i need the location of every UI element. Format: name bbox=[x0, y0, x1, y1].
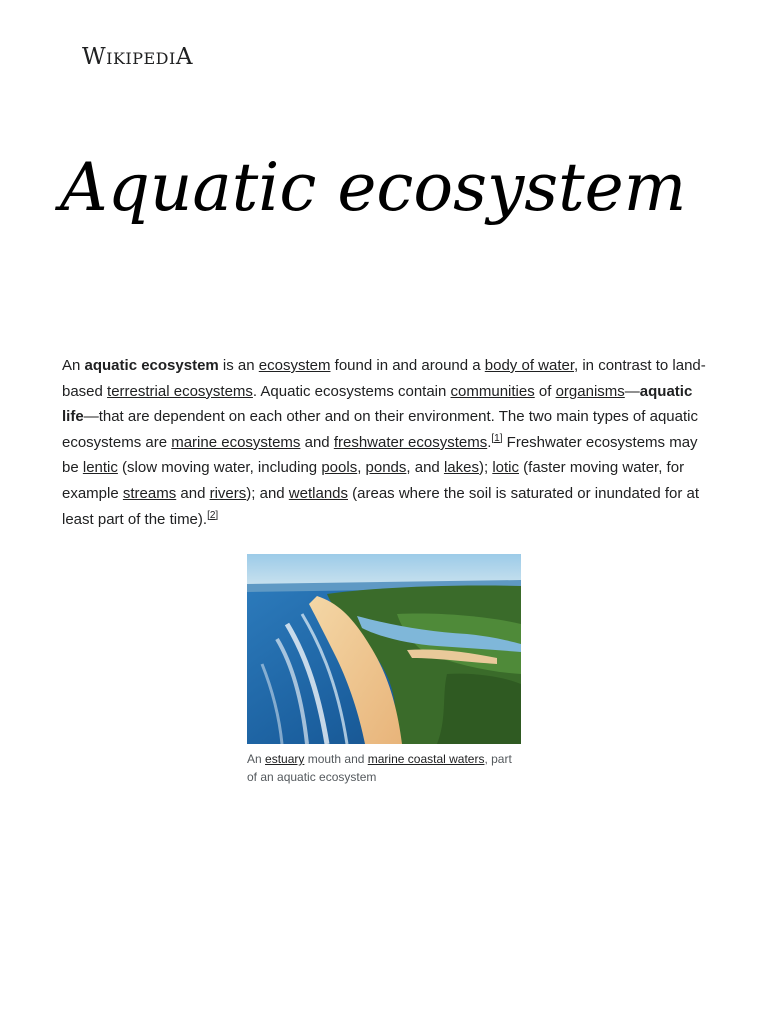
link-lakes[interactable]: lakes bbox=[443, 459, 479, 477]
link-rivers[interactable]: rivers bbox=[209, 484, 247, 502]
term-aquatic-ecosystem: aquatic ecosystem bbox=[84, 357, 219, 374]
reference-1[interactable]: [1] bbox=[491, 432, 503, 444]
link-estuary[interactable]: estuary bbox=[265, 752, 305, 766]
link-ecosystem[interactable]: ecosystem bbox=[258, 357, 331, 374]
link-pools[interactable]: pools bbox=[321, 459, 358, 477]
estuary-figure bbox=[247, 554, 521, 786]
link-ponds[interactable]: ponds bbox=[365, 459, 407, 477]
link-freshwater-ecosystems[interactable]: freshwater ecosystems bbox=[333, 433, 488, 451]
link-lentic[interactable]: lentic bbox=[82, 459, 118, 477]
link-marine-ecosystems[interactable]: marine ecosystems bbox=[171, 433, 301, 451]
link-streams[interactable]: streams bbox=[122, 484, 177, 502]
lead-paragraph: An aquatic ecosystem is an ecosystem found in and around a body of water, in contrast to land-based terrestrial ecosystems. Aquatic ecosystems contain communities of organisms—aquatic life—that are dependent on each other and on their environment. The two main types of aquatic ecosystems are marine ecosystems and freshwater ecosystems.[1] Freshwater ecosystems may be lentic (slow moving water, including pools, ponds, and lakes); lotic (faster moving water, for example streams and rivers); and wetlands (areas where the soil is saturated or inundated for at least part of the time).[2] bbox=[62, 357, 706, 528]
figure-caption: An estuary mouth and marine coastal waters, part of an aquatic ecosystem bbox=[247, 752, 512, 784]
page-title: Aquatic ecosystem bbox=[60, 149, 687, 226]
link-terrestrial-ecosystems[interactable]: terrestrial ecosystems bbox=[107, 382, 253, 400]
estuary-photo[interactable] bbox=[247, 554, 521, 744]
link-lotic[interactable]: lotic bbox=[492, 459, 519, 477]
wikipedia-wordmark[interactable]: WIKIPEDIA bbox=[82, 44, 193, 70]
link-wetlands[interactable]: wetlands bbox=[288, 484, 348, 502]
link-body-of-water[interactable]: body of water bbox=[484, 357, 575, 374]
reference-2[interactable]: [2] bbox=[207, 509, 219, 521]
link-organisms[interactable]: organisms bbox=[555, 382, 625, 400]
link-communities[interactable]: communities bbox=[450, 382, 535, 400]
term-aquatic-life: aquatic life bbox=[62, 382, 693, 426]
link-marine-coastal-waters[interactable]: marine coastal waters bbox=[367, 752, 485, 766]
